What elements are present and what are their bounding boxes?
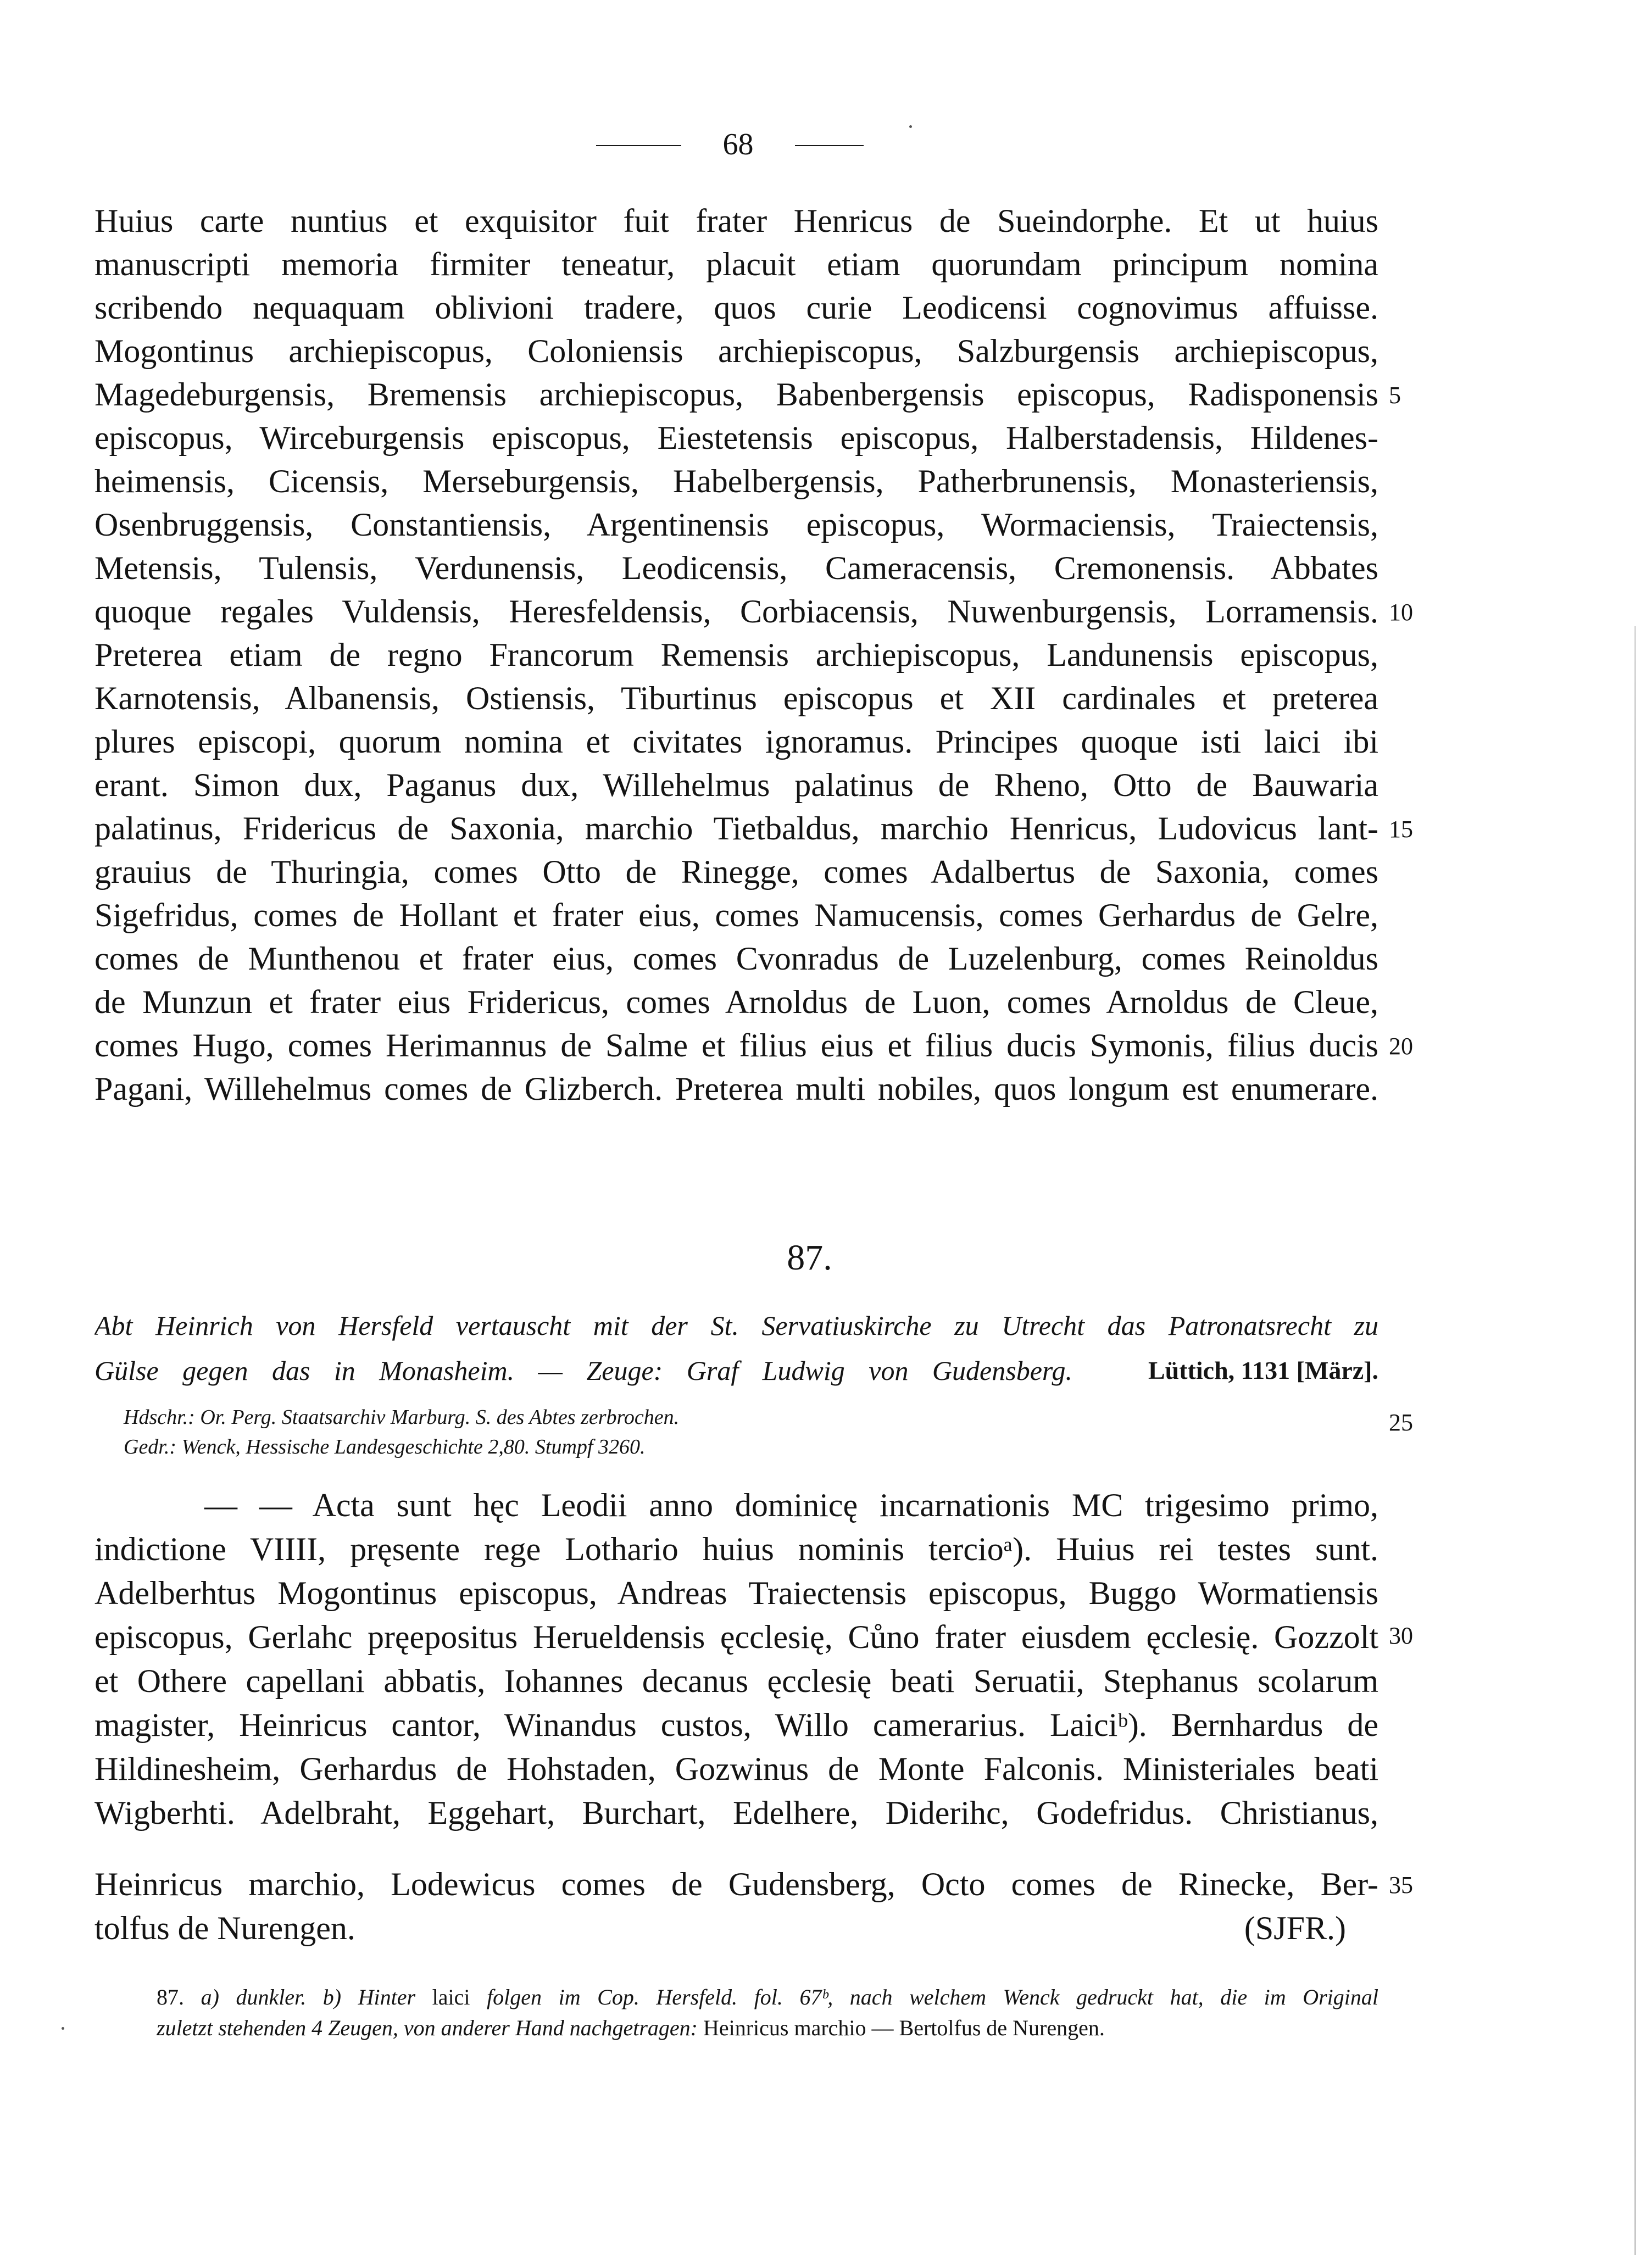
text-line: Hildinesheim, Gerhardus de Hohstaden, Gozwinus de Monte Falconis. Ministeriales beati bbox=[94, 1751, 1378, 1787]
document-number-text: 87. bbox=[787, 1238, 832, 1278]
text-line: episcopus, Gerlahc pręepositus Herueldensis ęcclesię, Cůno frater eiusdem ęcclesię. Gozzolt bbox=[94, 1619, 1378, 1655]
header-rule-left bbox=[596, 145, 681, 146]
body-line: grauius de Thuringia, comes Otto de Rinegge, comes Adalbertus de Saxonia, comes bbox=[94, 854, 1378, 890]
text-line: magister, Heinricus cantor, Winandus custos, Willo camerarius. Laiciᵇ). Bernhardus de bbox=[94, 1707, 1378, 1743]
footnote-line bbox=[157, 1982, 1378, 2013]
source-printed: Gedr.: Wenck, Hessische Landesgeschichte 2,80. Stumpf 3260. bbox=[124, 1435, 646, 1458]
body-line: Preterea etiam de regno Francorum Remensis archiepiscopus, Landunensis episcopus, bbox=[94, 637, 1378, 673]
line-number: 5 bbox=[1389, 382, 1401, 409]
regest-line: Abt Heinrich von Hersfeld vertauscht mit der St. Servatiuskirche zu Utrecht das Patronatsrecht zu bbox=[94, 1310, 1378, 1341]
body-line: Huius carte nuntius et exquisitor fuit frater Henricus de Sueindorphe. Et ut huius bbox=[94, 203, 1378, 239]
line-number: 35 bbox=[1389, 1872, 1413, 1898]
text-line: Wigberhti. Adelbraht, Eggehart, Burchart, Edelhere, Diderihc, Godefridus. Christianus, bbox=[94, 1795, 1378, 1831]
document-date: Lüttich, 1131 [März]. bbox=[1148, 1356, 1378, 1384]
body-line: Mogontinus archiepiscopus, Coloniensis archiepiscopus, Salzburgensis archiepiscopus, bbox=[94, 333, 1378, 369]
page-header bbox=[0, 125, 1652, 164]
regest-line: Gülse gegen das in Monasheim. — Zeuge: Graf Ludwig von Gudensberg. bbox=[94, 1355, 1072, 1386]
body-line: palatinus, Fridericus de Saxonia, marchio Tietbaldus, marchio Henricus, Ludovicus lant- bbox=[94, 810, 1378, 847]
text-line: — — Acta sunt hęc Leodii anno dominicę incarnationis MC trigesimo primo, bbox=[204, 1487, 1378, 1523]
source-manuscript: Hdschr.: Or. Perg. Staatsarchiv Marburg. S. des Abtes zerbrochen. bbox=[124, 1406, 680, 1429]
line-number: 20 bbox=[1389, 1033, 1413, 1060]
text-line: indictione VIIII, pręsente rege Lothario huius nominis tercioᵃ). Huius rei testes sunt. bbox=[94, 1531, 1378, 1567]
footnote-text-upright: Heinricus marchio — Bertolfus de Nurengen. bbox=[703, 2015, 1105, 2040]
text-line: Adelberhtus Mogontinus episcopus, Andreas Traiectensis episcopus, Buggo Wormatiensis bbox=[94, 1575, 1378, 1611]
body-line: Pagani, Willehelmus comes de Glizberch. Preterea multi nobiles, quos longum est enumerare. bbox=[94, 1071, 1378, 1107]
body-line: Metensis, Tulensis, Verdunensis, Leodicensis, Cameracensis, Cremonensis. Abbates bbox=[94, 550, 1378, 586]
line-number: 25 bbox=[1389, 1409, 1413, 1436]
body-line: Magedeburgensis, Bremensis archiepiscopus, Babenbergensis episcopus, Radisponensis bbox=[94, 376, 1378, 413]
line-number: 30 bbox=[1389, 1622, 1413, 1649]
footnote-text: a) dunkler. b) Hinter bbox=[201, 1985, 416, 2009]
body-line: heimensis, Cicensis, Merseburgensis, Habelbergensis, Patherbrunensis, Monasteriensis, bbox=[94, 463, 1378, 499]
text-line: tolfus de Nurengen. bbox=[94, 1910, 355, 1946]
scan-speck bbox=[909, 125, 912, 128]
body-line: episcopus, Wirceburgensis episcopus, Eiestetensis episcopus, Halberstadensis, Hildenes- bbox=[94, 420, 1378, 456]
footnote-word: laici bbox=[432, 1985, 470, 2009]
body-line: Osenbruggensis, Constantiensis, Argentinensis episcopus, Wormaciensis, Traiectensis, bbox=[94, 506, 1378, 543]
body-line: quoque regales Vuldensis, Heresfeldensis, Corbiacensis, Nuwenburgensis, Lorramensis. bbox=[94, 593, 1378, 630]
body-line: comes de Munthenou et frater eius, comes Cvonradus de Luzelenburg, comes Reinoldus bbox=[94, 940, 1378, 977]
body-line: manuscripti memoria firmiter teneatur, placuit etiam quorundam principum nomina bbox=[94, 246, 1378, 282]
body-line: erant. Simon dux, Paganus dux, Willehelmus palatinus de Rheno, Otto de Bauwaria bbox=[94, 767, 1378, 803]
body-line: Karnotensis, Albanensis, Ostiensis, Tiburtinus episcopus et XII cardinales et preterea bbox=[94, 680, 1378, 716]
footnote-line bbox=[157, 2013, 1378, 2044]
scan-edge-line bbox=[1634, 626, 1636, 2255]
editor-signature: (SJFR.) bbox=[1244, 1910, 1346, 1946]
document-number bbox=[0, 1233, 1652, 1283]
text-line: Heinricus marchio, Lodewicus comes de Gudensberg, Octo comes de Rinecke, Ber- bbox=[94, 1866, 1378, 1902]
header-rule-right bbox=[795, 145, 864, 146]
footnote-text: zuletzt stehenden 4 Zeugen, von anderer Hand nachgetragen: bbox=[157, 2015, 698, 2040]
line-number: 10 bbox=[1389, 599, 1413, 626]
body-line: de Munzun et frater eius Fridericus, comes Arnoldus de Luon, comes Arnoldus de Cleue, bbox=[94, 984, 1378, 1020]
footnote-label: 87. bbox=[157, 1985, 184, 2009]
line-number: 15 bbox=[1389, 816, 1413, 843]
footnote-text: folgen im Cop. Hersfeld. fol. 67ᵇ, nach welchem Wenck gedruckt hat, die im Original bbox=[487, 1985, 1378, 2009]
text-line: et Othere capellani abbatis, Iohannes decanus ęcclesię beati Seruatii, Stephanus scolarum bbox=[94, 1663, 1378, 1699]
scan-speck bbox=[62, 2027, 64, 2030]
body-line: comes Hugo, comes Herimannus de Salme et filius eius et filius ducis Symonis, filius ducis bbox=[94, 1027, 1378, 1064]
body-line: scribendo nequaquam oblivioni tradere, quos curie Leodicensi cognovimus affuisse. bbox=[94, 289, 1378, 326]
body-line: Sigefridus, comes de Hollant et frater eius, comes Namucensis, comes Gerhardus de Gelre, bbox=[94, 897, 1378, 933]
page-number: 68 bbox=[722, 127, 754, 162]
body-line: plures episcopi, quorum nomina et civitates ignoramus. Principes quoque isti laici ibi bbox=[94, 723, 1378, 760]
